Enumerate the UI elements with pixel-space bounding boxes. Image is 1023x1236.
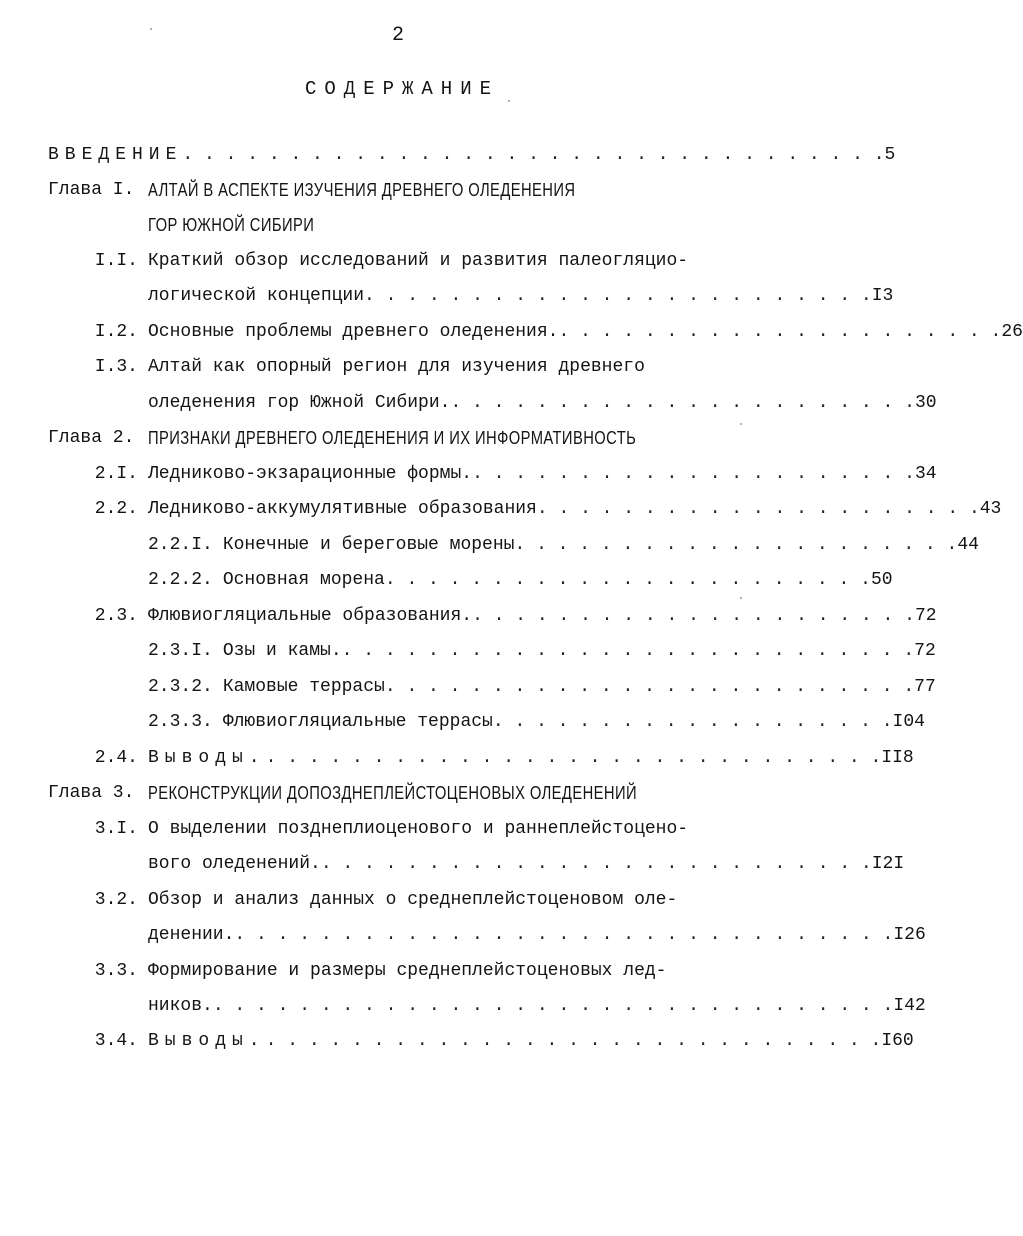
- section-number: 2.2.I.: [148, 535, 213, 555]
- section-title: Ледниково-экзарационные формы.: [148, 464, 473, 484]
- toc-entry-2-1[interactable]: [0, 459, 937, 489]
- toc-entry-1-1[interactable]: [0, 246, 748, 276]
- section-number: 3.2.: [94, 890, 138, 910]
- toc-entry-1-3-cont: [148, 388, 937, 418]
- section-number: 2.3.I.: [148, 641, 213, 661]
- dot-leader: . . . . . . . . . . . . . . . . . . . . .: [472, 464, 915, 484]
- toc-entry-chapter-3[interactable]: [48, 778, 748, 808]
- section-number: I.3.: [94, 357, 138, 377]
- toc-entry-2-4[interactable]: [0, 743, 914, 773]
- page-ref: I60: [881, 1031, 914, 1051]
- chapter-title-cont: ГОР ЮЖНОЙ СИБИРИ: [148, 215, 315, 235]
- section-number: 2.2.2.: [148, 570, 213, 590]
- dot-leader: . . . . . . . . . . . . . . . . . . . . . . . . . . . . .: [265, 1031, 882, 1051]
- section-number: 3.3.: [94, 961, 138, 981]
- dot-leader: . . . . . . . . . . . . . . . . . . . . . . . . . . .: [341, 641, 915, 661]
- section-title: О выделении позднеплиоценового и раннеплейстоцено-: [148, 819, 689, 839]
- section-title: Флювиогляциальные террасы: [222, 712, 493, 732]
- section-number: I.2.: [94, 322, 138, 342]
- scan-speck: [740, 423, 742, 425]
- dot-leader: . . . . . . . . . . . . . . . . . . . . . . . . . . . . .: [265, 748, 882, 768]
- toc-entry-3-1-cont: [148, 849, 905, 879]
- dot-leader: . . . . . . . . . . . . . . . . . . . . . . .: [384, 570, 871, 590]
- scan-speck: [508, 100, 510, 102]
- section-number: 2.3.3.: [148, 712, 213, 732]
- dot-leader: . . . . . . . . . . . . . . . . . . . . . . . . . .: [320, 854, 872, 874]
- page-ref: 5: [884, 145, 896, 165]
- intro-label: ВВЕДЕНИЕ: [48, 145, 183, 165]
- section-title: Формирование и размеры среднеплейстоценовых лед-: [148, 961, 667, 981]
- toc-entry-2-2[interactable]: [0, 494, 1002, 524]
- section-title-cont: логической концепции: [148, 286, 365, 306]
- scan-speck: [740, 597, 742, 599]
- toc-entry-chapter-2[interactable]: [48, 423, 748, 453]
- page-ref: 77: [914, 677, 936, 697]
- toc-entry-3-3[interactable]: [0, 956, 748, 986]
- scan-speck: [150, 28, 152, 30]
- section-number: 2.3.: [94, 606, 138, 626]
- section-number: 2.3.2.: [148, 677, 213, 697]
- toc-entry-2-3-1[interactable]: [148, 636, 936, 666]
- page-ref: 50: [870, 570, 893, 590]
- section-title: Флювиогляциальные образования.: [148, 606, 473, 626]
- page-ref: 43: [979, 499, 1002, 519]
- toc-entry-2-3-3[interactable]: [148, 707, 925, 737]
- page-number: 2: [391, 24, 404, 47]
- section-number: 3.I.: [94, 819, 138, 839]
- dot-leader: . . . . . . . . . . . . . . . . . . . . . . . . . . . . . . .: [234, 925, 894, 945]
- section-title: Основная морена: [222, 570, 385, 590]
- toc-entry-3-1[interactable]: [0, 814, 748, 844]
- section-title: Выводы.: [148, 748, 266, 768]
- section-title: Краткий обзор исследований и развития палеогляцио-: [148, 251, 689, 271]
- section-number: I.I.: [94, 251, 138, 271]
- toc-entry-3-3-cont: [148, 991, 926, 1021]
- toc-entry-3-2-cont: [148, 920, 926, 950]
- dot-leader: . . . . . . . . . . . . . . . . . . . . . .: [450, 393, 915, 413]
- page-ref: 72: [914, 606, 937, 626]
- section-title: Конечные и береговые морены: [222, 535, 515, 555]
- dot-leader: . . . . . . . . . . . . . . . . . . . . . . . . .: [384, 677, 915, 697]
- toc-entry-3-2[interactable]: [0, 885, 748, 915]
- page-ref: I3: [871, 286, 894, 306]
- dot-leader: . . . . . . . . . . . . . . . . . . .: [492, 712, 893, 732]
- section-number: 3.4.: [94, 1031, 138, 1051]
- page-ref: 30: [914, 393, 937, 413]
- section-title: Основные проблемы древнего оледенения.: [148, 322, 559, 342]
- section-title-cont: денении.: [148, 925, 235, 945]
- page-ref: I2I: [871, 854, 905, 874]
- toc-entry-2-2-2[interactable]: [148, 565, 893, 595]
- dot-leader: . . . . . . . . . . . . . . . . . . . . . . . . . . . . . . . .: [212, 996, 894, 1016]
- chapter-title: РЕКОНСТРУКЦИИ ДОПОЗДНЕПЛЕЙСТОЦЕНОВЫХ ОЛЕДЕНЕНИЙ: [148, 783, 638, 803]
- section-title-cont: ников.: [148, 996, 213, 1016]
- dot-leader: . . . . . . . . . . . . . . . . . . . . .: [558, 322, 1002, 342]
- page-ref: I04: [892, 712, 925, 732]
- page-ref: 34: [914, 464, 937, 484]
- section-title: Озы и камы.: [222, 641, 342, 661]
- chapter-label: Глава I.: [48, 180, 135, 200]
- section-number: 2.4.: [94, 748, 138, 768]
- dot-leader: . . . . . . . . . . . . . . . . . . . . .: [536, 499, 980, 519]
- toc-entry-chapter-1[interactable]: [48, 175, 748, 205]
- toc-entry-chapter-1-cont: [148, 210, 748, 240]
- dot-leader: . . . . . . . . . . . . . . . . . . . . .: [514, 535, 958, 555]
- chapter-label: Глава 3.: [48, 783, 135, 803]
- section-title: Ледниково-аккумулятивные образования: [148, 499, 537, 519]
- chapter-title: АЛТАЙ В АСПЕКТЕ ИЗУЧЕНИЯ ДРЕВНЕГО ОЛЕДЕНЕНИЯ: [148, 180, 576, 200]
- chapter-label: Глава 2.: [48, 428, 135, 448]
- toc-entry-2-3[interactable]: [0, 601, 937, 631]
- chapter-title: ПРИЗНАКИ ДРЕВНЕГО ОЛЕДЕНЕНИЯ И ИХ ИНФОРМАТИВНОСТЬ: [148, 428, 637, 448]
- dot-leader: . . . . . . . . . . . . . . . . . . . . . . . .: [364, 286, 872, 306]
- section-title: Камовые террасы: [222, 677, 385, 697]
- section-title-cont: вого оледенений.: [148, 854, 321, 874]
- dot-leader: . . . . . . . . . . . . . . . . . . . . .: [472, 606, 915, 626]
- page-ref: I26: [893, 925, 926, 945]
- toc-entry-3-4[interactable]: [0, 1026, 914, 1056]
- toc-entry-1-3[interactable]: [0, 352, 748, 382]
- toc-entry-intro[interactable]: [48, 140, 896, 170]
- dot-leader: . . . . . . . . . . . . . . . . . . . . . . . . . . . . . . . . .: [182, 145, 885, 165]
- toc-title: СОДЕРЖАНИЕ: [304, 78, 500, 100]
- page-ref: 72: [914, 641, 936, 661]
- section-title: Обзор и анализ данных о среднеплейстоценовом оле-: [148, 890, 678, 910]
- page-ref: 26: [1001, 322, 1023, 342]
- toc-entry-2-2-1[interactable]: [148, 530, 979, 560]
- page-ref: 44: [957, 535, 979, 555]
- section-title-cont: оледенения гор Южной Сибири.: [148, 393, 451, 413]
- toc-entry-1-1-cont: [148, 281, 894, 311]
- toc-entry-2-3-2[interactable]: [148, 672, 936, 702]
- section-number: 2.2.: [94, 499, 138, 519]
- toc-entry-1-2[interactable]: [0, 317, 1023, 347]
- section-title: Алтай как опорный регион для изучения древнего: [148, 357, 645, 377]
- section-title: Выводы.: [148, 1031, 266, 1051]
- page-ref: I42: [893, 996, 926, 1016]
- section-number: 2.I.: [94, 464, 138, 484]
- page-ref: II8: [881, 748, 914, 768]
